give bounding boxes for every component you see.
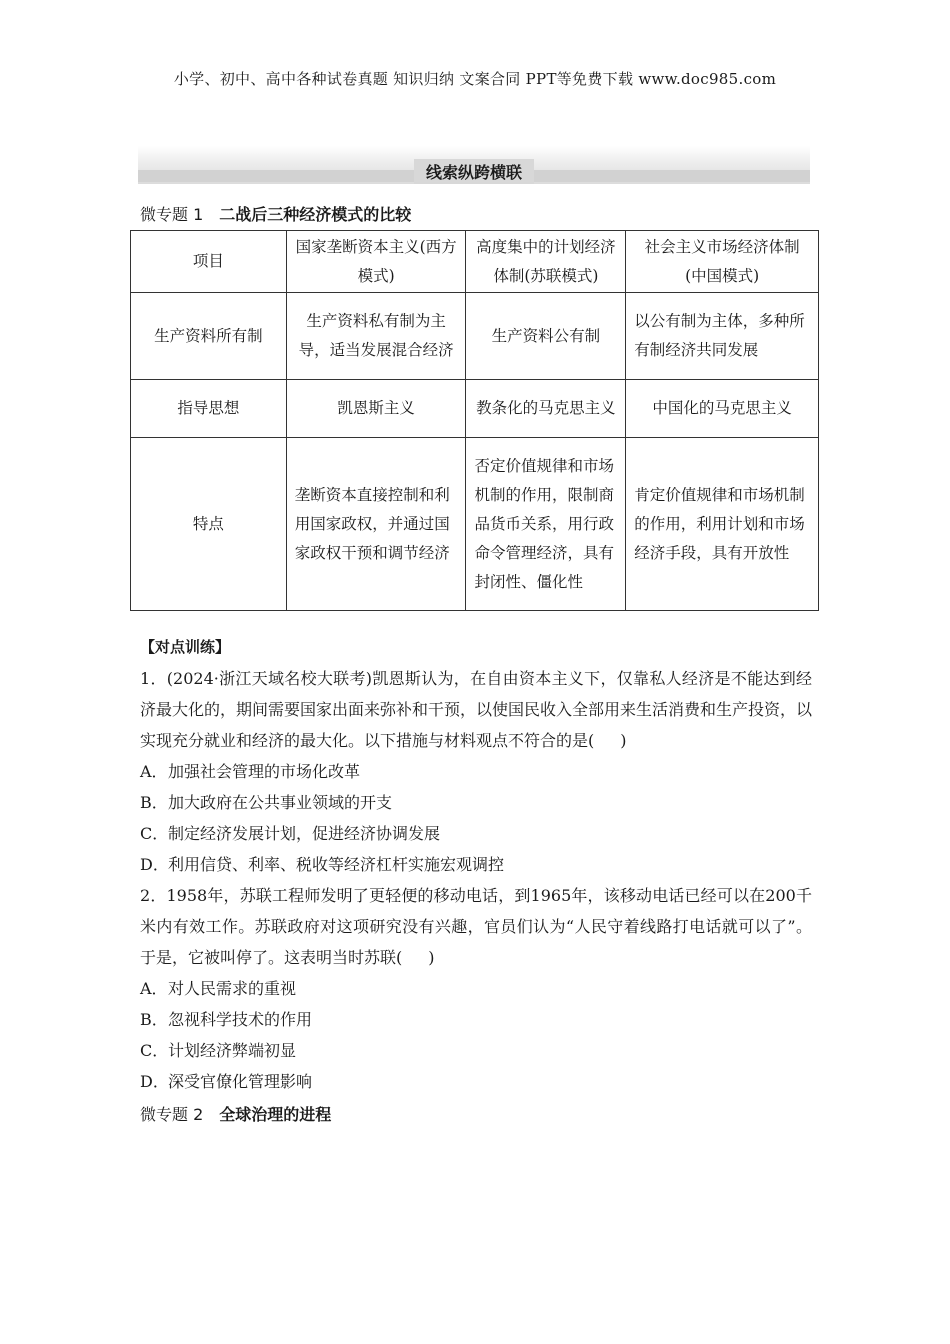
table-cell: 肯定价值规律和市场机制的作用，利用计划和市场经济手段，具有开放性 (626, 438, 819, 611)
table-row (131, 438, 819, 611)
option-text: 加大政府在公共事业领域的开支 (168, 793, 393, 812)
table-cell: 垄断资本直接控制和利用国家政权，并通过国家政权干预和调节经济 (286, 438, 466, 611)
table-cell: 中国化的马克思主义 (626, 380, 819, 438)
topic-heading-2 (140, 1099, 812, 1130)
option-key: C． (140, 824, 169, 843)
topic-title: 二战后三种经济模式的比较 (219, 205, 412, 224)
option-c (140, 818, 812, 849)
option-c (140, 1035, 812, 1066)
banner-title: 线索纵跨横联 (414, 159, 534, 184)
comparison-table (130, 230, 819, 611)
topic-number: 微专题 2 (140, 1105, 204, 1124)
answer-bracket: ) (428, 948, 435, 967)
option-text: 加强社会管理的市场化改革 (168, 762, 361, 781)
option-text: 对人民需求的重视 (168, 979, 297, 998)
practice-section (140, 632, 812, 1130)
table-header-cell: 高度集中的计划经济体制(苏联模式) (466, 231, 626, 293)
option-b (140, 787, 812, 818)
option-a (140, 756, 812, 787)
question-number: 1． (140, 669, 167, 688)
table-cell: 生产资料公有制 (466, 293, 626, 380)
table-row-label: 指导思想 (131, 380, 287, 438)
question-stem: 1958年，苏联工程师发明了更轻便的移动电话，到1965年，该移动电话已经可以在200千米内有效工作。苏联政府对这项研究没有兴趣，官员们认为“人民守着线路打电话就可以了”。于是，它被叫停了。这表明当时苏联( (140, 886, 812, 967)
option-d (140, 849, 812, 880)
option-text: 忽视科学技术的作用 (168, 1010, 313, 1029)
option-text: 利用信贷、利率、税收等经济杠杆实施宏观调控 (168, 855, 505, 874)
table-row-label: 特点 (131, 438, 287, 611)
option-a (140, 973, 812, 1004)
option-key: D． (140, 855, 169, 874)
table-cell: 生产资料私有制为主导，适当发展混合经济 (286, 293, 466, 380)
table-cell: 教条化的马克思主义 (466, 380, 626, 438)
question-number: 2． (140, 886, 167, 905)
topic-number: 微专题 1 (140, 205, 204, 224)
question-2 (140, 880, 812, 973)
question-stem: 凯恩斯认为，在自由资本主义下，仅靠私人经济是不能达到经济最大化的，期间需要国家出面来弥补和干预，以使国民收入全部用来生活消费和生产投资，以实现充分就业和经济的最大化。以下措施与材料观点不符合的是( (140, 669, 813, 750)
table-header-row (131, 231, 819, 293)
table-cell: 否定价值规律和市场机制的作用，限制商品货币关系，用行政命令管理经济，具有封闭性、僵化性 (466, 438, 626, 611)
option-text: 计划经济弊端初显 (168, 1041, 297, 1060)
practice-label: 【对点训练】 (140, 638, 231, 656)
option-key: A． (140, 979, 168, 998)
table-row (131, 293, 819, 380)
section-banner (138, 146, 810, 184)
answer-bracket: ) (620, 731, 627, 750)
option-key: D． (140, 1072, 169, 1091)
table-row-label: 生产资料所有制 (131, 293, 287, 380)
topic-title: 全球治理的进程 (219, 1105, 332, 1124)
option-key: B． (140, 1010, 168, 1029)
option-key: B． (140, 793, 168, 812)
table-header-cell: 项目 (131, 231, 287, 293)
page-header: 小学、初中、高中各种试卷真题 知识归纳 文案合同 PPT等免费下载 www.doc985.com (173, 70, 777, 88)
table-cell: 凯恩斯主义 (286, 380, 466, 438)
option-b (140, 1004, 812, 1035)
table-header-cell: 国家垄断资本主义(西方模式) (286, 231, 466, 293)
option-key: A． (140, 762, 168, 781)
topic-heading-1 (140, 202, 411, 225)
option-key: C． (140, 1041, 169, 1060)
option-text: 深受官僚化管理影响 (168, 1072, 313, 1091)
option-text: 制定经济发展计划，促进经济协调发展 (168, 824, 441, 843)
table-header-cell: 社会主义市场经济体制(中国模式) (626, 231, 819, 293)
question-source: (2024·浙江天域名校大联考) (166, 669, 373, 688)
table-row (131, 380, 819, 438)
question-1 (140, 663, 812, 756)
table-cell: 以公有制为主体，多种所有制经济共同发展 (626, 293, 819, 380)
option-d (140, 1066, 812, 1097)
